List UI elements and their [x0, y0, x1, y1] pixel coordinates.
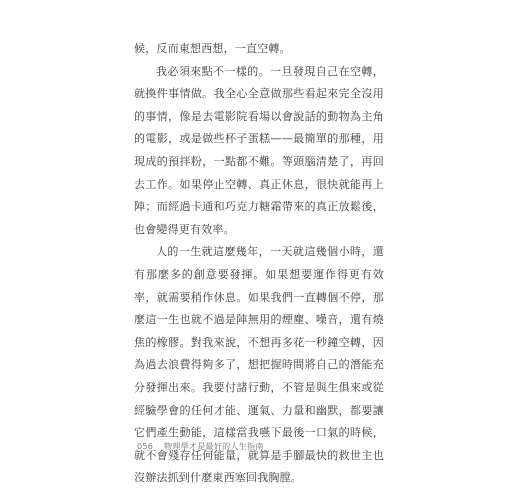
body-text [134, 38, 384, 490]
page-footer [137, 441, 264, 452]
page-number: 056 [137, 442, 154, 451]
paragraph-2: 我必須來點不一樣的。一旦發現自己在空轉，就換件事情做。我全心全意做那些看起來完全沒用的事情，像是去電影院看場以會說話的動物為主角的電影，或是做些杯子蛋糕——最簡單的那種，用現成的預拌粉，一點都不難。等頭腦清楚了，再回去工作。如果停止空轉、真正休息，很快就能再上陣；而經過卡通和巧克力糖霜帶來的真正放鬆後，也會變得更有效率。 [134, 64, 384, 236]
running-title: 物理學才是最好的人生指南 [164, 442, 264, 451]
paragraph-1: 候，反而東想西想，一直空轉。 [134, 42, 291, 55]
paragraph-3: 人的一生就這麼幾年，一天就這幾個小時，還有那麼多的創意要發揮。如果想要運作得更有效率，就需要稍作休息。如果我們一直轉個不停，那麼這一生也就不過是陣無用的煙塵、噪音，還有燒焦的橡膠。對我來說，不想再多花一秒鐘空轉，因為過去浪費得夠多了，想把握時間將自己的潛能充分發揮出來。我要付諸行動，不管是與生俱來或從經驗學會的任何才能、運氣、力量和幽默，都要讓它們產生動能，這樣當我嚥下最後一口氣的時候，就不會殘存任何能量，就算是手腳最快的救世主也沒辦法抓到什麼東西塞回我胸膛。 [134, 245, 384, 485]
